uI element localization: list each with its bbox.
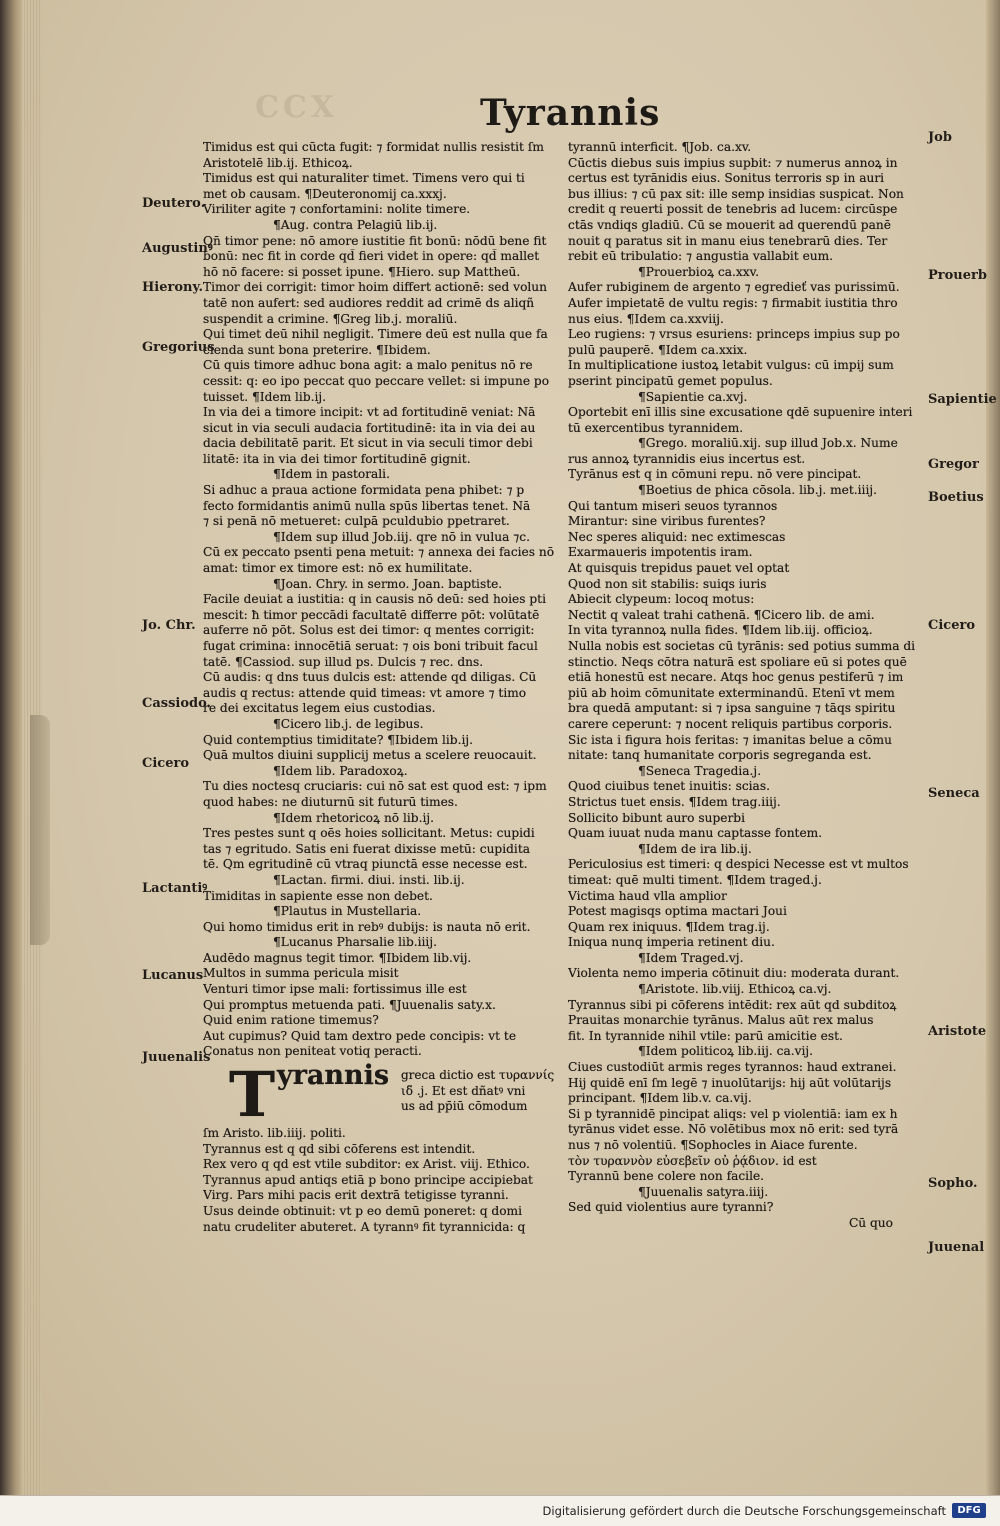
text-line: Rex vero q qd est vtile subditor: ex Arist. viij. Ethico. [203, 1157, 530, 1172]
text-line: Strictus tuet ensis. ¶Idem trag.iiij. [568, 794, 781, 809]
text-line: bra quedā amputant: si ⁊ ipsa sanguine ⁊ tāqs spiritu [568, 701, 896, 716]
text-line: tatē non aufert: sed audiores reddit ad crimē ds aliqñ [203, 295, 535, 310]
text-line: tatē. ¶Cassiod. sup illud ps. Dulcis ⁊ rec. dns. [203, 654, 484, 669]
margin-note: Aristote [928, 1024, 987, 1039]
text-line: Violenta nemo imperia cōtinuit diu: moderata durant. [568, 966, 900, 981]
entry-tail-line: greca dictio est τυραννίς [401, 1068, 555, 1083]
margin-note: Job [928, 130, 952, 145]
margin-note: Augustinꝰ [142, 241, 213, 256]
text-line: Aut cupimus? Quid tam dextro pede concipis: vt te [203, 1028, 517, 1043]
citation-line: ¶Aug. contra Pelagiū lib.ij. [273, 217, 438, 232]
margin-note: Jo. Chr. [142, 618, 196, 633]
text-line: Qui homo timidus erit in rebꝰ dubijs: is nauta nō erit. [203, 919, 531, 934]
text-line: Victima haud vlla amplior [568, 888, 727, 903]
text-line: Qui tantum miseri seuos tyrannos [568, 498, 778, 513]
text-line: Prauitas monarchie tyrānus. Malus aūt rex malus [568, 1013, 874, 1028]
citation-line: ¶Grego. moraliū.xij. sup illud Job.x. Nume [638, 436, 898, 451]
catchword: Cū quo [848, 1215, 893, 1230]
text-line: sicut in via seculi audacia fortitudinē: ita in via dei au [203, 420, 536, 435]
text-line: nouit q paratus sit in manu eius tenebrarū dies. Ter [568, 233, 888, 248]
text-line: fit. In tyrannide nihil vtile: parū amicitie est. [568, 1028, 843, 1043]
text-line: bus illius: ⁊ cū pax sit: ille semp insidias suspicat. Non [568, 186, 904, 201]
margin-note: Juuenalis [142, 1050, 211, 1065]
text-line: audis q rectus: attende quid timeas: vt amore ⁊ timo [203, 685, 527, 700]
left-column-text [203, 140, 563, 1060]
text-line: ctās vndiqs gladiū. Cū se mouerit ad querendū panē [568, 217, 891, 232]
text-line: Tu dies noctesq cruciaris: cui nō sat est quod est: ⁊ ipm [203, 779, 547, 794]
text-line: Cū ex peccato psenti pena metuit: ⁊ annexa dei facies nō [203, 545, 555, 560]
funding-credit: Digitalisierung gefördert durch die Deutsche Forschungsgemeinschaft [542, 1504, 946, 1518]
citation-line: ¶Prouerbioꝝ ca.xxv. [638, 264, 759, 279]
left-column [203, 140, 563, 1235]
text-line: Venturi timor ipse mali: fortissimus ille est [203, 982, 467, 997]
citation-line: ¶Juuenalis satyra.iiij. [638, 1184, 769, 1199]
text-line: At quisquis trepidus pauet vel optat [568, 561, 790, 576]
text-line: τὸν τυραννὸν εὐσεβεῖν οὐ ῥᾴδιον. id est [568, 1153, 817, 1168]
text-line: Conatus non peniteat votiq peracti. [203, 1044, 422, 1059]
text-line: Usus deinde obtinuit: vt p eo demū poneret: q domi [203, 1204, 522, 1218]
text-line: nitate: tanq humanitate corporis segreganda est. [568, 748, 872, 763]
text-line: Nulla nobis est societas cū tyrānis: sed potius summa di [568, 639, 916, 653]
text-line: quod habes: ne diuturnū sit futurū times. [203, 794, 458, 809]
entry-heading [203, 1058, 563, 1132]
text-line: Audēdo magnus tegit timor. ¶Ibidem lib.vij. [203, 950, 472, 965]
text-line: Qui promptus metuenda pati. ¶Juuenalis saty.x. [203, 997, 496, 1012]
citation-line: ¶Idem lib. Paradoxoꝝ. [273, 763, 408, 778]
text-line: dacia debilitatē parit. Et sicut in via seculi timor debi [203, 436, 533, 451]
text-line: In via dei a timore incipit: vt ad fortitudinē veniat: Nā [203, 405, 536, 420]
text-line: Facile deuiat a iustitia: q in causis nō deū: sed hoies pti [203, 592, 546, 607]
text-line: stinctio. Neqs cōtra naturā est spoliare eū si potes quē [568, 654, 907, 669]
text-line: Abiecit clypeum: locoq motus: [568, 592, 755, 607]
text-line: Periculosius est timeri: q despici Necesse est vt multos [568, 857, 909, 872]
citation-line: ¶Boetius de phica cōsola. lib.j. met.iiij. [638, 483, 877, 498]
citation-line: ¶Idem rhetoricoꝝ nō lib.ij. [273, 810, 435, 825]
text-line: principant. ¶Idem lib.v. ca.vij. [568, 1091, 752, 1106]
margin-note: Gregorius [142, 340, 215, 355]
citation-line: ¶Idem de ira lib.ij. [638, 841, 752, 856]
text-line: Quid enim ratione timemus? [203, 1013, 379, 1028]
text-line: mescit: ħ timor peccādi facultatē differre pōt: volūtatē [203, 607, 540, 622]
citation-line: ¶Lactan. firmi. diui. insti. lib.ij. [273, 872, 465, 887]
right-page-edge [986, 0, 1000, 1495]
page-clip [30, 715, 50, 945]
entry-tail-line: ιδ̃ .j. Et est dñatꝰ vni [401, 1083, 526, 1098]
text-line: Timor dei corrigit: timor hoim differt actionē: sed volun [203, 280, 547, 295]
text-line: Potest magisqs optima mactari Joui [568, 904, 787, 919]
text-line: piū ab hoim cōmunitate exterminandū. Etenī vt mem [568, 685, 895, 700]
text-line: timeat: quē multi timent. ¶Idem traged.j. [568, 872, 822, 887]
text-line: In vita tyrannoꝝ nulla fides. ¶Idem lib.iij. officioꝝ. [568, 623, 873, 638]
text-line: bonū: nec fit in corde qd̄ fieri videt in opere: qd̄ mallet [203, 249, 540, 264]
citation-line: ¶Idem politicoꝝ lib.iij. ca.vij. [638, 1044, 814, 1059]
text-line: Sed quid violentius aure tyranni? [568, 1200, 774, 1215]
text-line: tē. Qm egritudinē cū vtraq piunctā esse necesse est. [203, 857, 528, 872]
entry-headword: yrannis [277, 1060, 390, 1092]
text-line: ſm Aristo. lib.iiij. politi. [203, 1126, 346, 1141]
text-line: Ciues custodiūt armis reges tyrannos: haud extranei. [568, 1060, 897, 1075]
text-line: Cū quis timore adhuc bona agit: a malo penitus nō re [203, 358, 533, 373]
text-line: ⁊ si penā nō metueret: culpā pculdubio ppetraret. [203, 514, 510, 529]
text-line: Quid contemptius timiditate? ¶Ibidem lib.ij. [203, 732, 474, 747]
text-line: hō nō facere: si posset ipune. ¶Hiero. sup Mattheū. [203, 264, 521, 279]
text-line: cessit: q: eo ipo peccat quo peccare vellet: si impune po [203, 373, 550, 388]
text-line: Oportebit enī illis sine excusatione qdē supuenire interi [568, 405, 913, 420]
margin-note: Juuenal [928, 1240, 985, 1255]
text-line: fugat crimina: innocētiā seruat: ⁊ ois boni tribuit facul [203, 639, 538, 653]
text-line: Timidus est qui naturaliter timet. Timens vero qui ti [203, 171, 525, 186]
text-line: Quā multos diuini supplicij metus a scelere reuocauit. [203, 748, 537, 763]
text-line: Tyrannus est q qd sibi cōferens est intendit. [203, 1141, 476, 1156]
text-line: nus ⁊ nō volentiū. ¶Sophocles in Aiace furente. [568, 1138, 858, 1152]
margin-note: Boetius [928, 490, 984, 505]
text-line: Tres pestes sunt q oēs hoies sollicitant. Metus: cupidi [203, 826, 535, 841]
text-line: Cūctis diebus suis impius supbit: ⁊ numerus annoꝝ in [568, 155, 898, 170]
text-line: amat: timor ex timore est: nō ex humilitate. [203, 561, 473, 576]
entry-heading-tail [401, 1068, 554, 1115]
entry-text [203, 1126, 563, 1235]
text-line: pserint pincipatū gemet populus. [568, 373, 773, 388]
text-line: Cū audis: q dns tuus dulcis est: attende qd diligas. Cū [203, 670, 537, 685]
citation-line: ¶Joan. Chry. in sermo. Joan. baptiste. [273, 576, 503, 591]
citation-line: ¶Idem in pastorali. [273, 467, 390, 482]
text-line: natu crudeliter abuteret. A tyrannꝰ fit tyrannicida: q [203, 1219, 526, 1234]
text-line: Leo rugiens: ⁊ vrsus esuriens: princeps impius sup po [568, 327, 900, 342]
text-line: Tyrannus sibi pi cōferens intēdit: rex aūt qd subditoꝝ [568, 997, 897, 1012]
text-line: credit q reuerti possit de tenebris ad lucem: circūspe [568, 202, 898, 217]
margin-note: Cicero [928, 618, 975, 633]
text-line: Si adhuc a praua actione formidata pena phibet: ⁊ p [203, 483, 525, 498]
text-line: tuisset. ¶Idem lib.ij. [203, 389, 327, 404]
text-line: tyrannū interficit. ¶Job. ca.xv. [568, 140, 752, 154]
text-line: rus annoꝝ tyrannidis eius incertus est. [568, 451, 806, 466]
text-line: rebit eū tribulatio: ⁊ angustia vallabit eum. [568, 249, 834, 264]
text-line: Qn̄ timor pene: nō amore iustitie fit bonū: nōdū bene fit [203, 233, 547, 248]
right-column [568, 140, 933, 1232]
text-line: Sollicito bibunt auro superbi [568, 810, 745, 825]
digitization-footer [0, 1495, 1000, 1526]
margin-note: Deutero. [142, 196, 206, 211]
text-line: etiā honestū est necare. Atqs hoc genus pestiferū ⁊ im [568, 670, 904, 685]
text-line: certus est tyrānidis eius. Sonitus terroris sp in auri [568, 171, 885, 186]
text-line: nus eius. ¶Idem ca.xxviij. [568, 311, 724, 326]
text-line: Timidus est qui cūcta fugit: ⁊ formidat nullis resistit ſm [203, 140, 544, 154]
dfg-logo: DFG [952, 1503, 986, 1518]
text-line: Quod non sit stabilis: suiqs iuris [568, 576, 767, 591]
text-line: Aristotelē lib.ij. Ethicoꝝ. [203, 155, 353, 170]
citation-line: ¶Plautus in Mustellaria. [273, 904, 422, 919]
margin-note: Sapientie [928, 392, 997, 407]
entry-tail-line: us ad pp̄iū cōmodum [401, 1099, 528, 1114]
text-line: Sic ista i figura hois feritas: ⁊ imanitas belue a cōmu [568, 732, 892, 747]
book-gutter [0, 0, 22, 1495]
margin-note: Gregor [928, 457, 979, 472]
text-line: pulū pauperē. ¶Idem ca.xxix. [568, 342, 748, 357]
text-line: suspendit a crimine. ¶Greg lib.j. moraliū. [203, 311, 458, 326]
text-line: Hij quidē enī ſm legē ⁊ inuolūtarijs: hij aūt volūtarijs [568, 1075, 892, 1090]
margin-note: Lactantiꝰ [142, 881, 208, 896]
text-line: Multos in summa pericula misit [203, 966, 399, 981]
text-line: Si p tyrannidē pincipat aliqs: vel p violentiā: iam ex h [568, 1106, 898, 1121]
text-line: Timiditas in sapiente esse non debet. [203, 888, 433, 903]
citation-line: ¶Lucanus Pharsalie lib.iiij. [273, 935, 437, 950]
running-title: Tyrannis [480, 92, 661, 134]
text-line: cienda sunt bona preterire. ¶Ibidem. [203, 342, 431, 357]
entry-initial: T [229, 1058, 276, 1132]
text-line: Tyrānus est q in cōmuni repu. nō vere pincipat. [568, 467, 862, 482]
text-line: In multiplicatione iustoꝝ letabit vulgus: cū impij sum [568, 358, 894, 373]
text-line: Nectit q valeat trahi cathenā. ¶Cicero lib. de ami. [568, 607, 875, 622]
citation-line: ¶Sapientie ca.xvj. [638, 389, 748, 404]
text-line: Quod ciuibus tenet inuitis: scias. [568, 779, 770, 794]
margin-note: Cicero [142, 756, 189, 771]
text-line: Nec speres aliquid: nec extimescas [568, 529, 786, 544]
text-line: litatē: ita in via dei timor fortitudinē gignit. [203, 451, 471, 466]
bleed-through-text: CCX [255, 90, 339, 125]
text-line: Iniqua nunq imperia retinent diu. [568, 935, 775, 950]
text-line: Quam rex iniquus. ¶Idem trag.ij. [568, 919, 770, 934]
text-line: Exarmaueris impotentis iram. [568, 545, 753, 560]
citation-line: ¶Idem Traged.vj. [638, 950, 744, 965]
margin-note: Hierony. [142, 280, 204, 295]
text-line: auferre nō pōt. Solus est dei timor: q mentes corrigit: [203, 623, 535, 638]
text-line: tas ⁊ egritudo. Satis eni fuerat dixisse metū: cupidita [203, 841, 530, 856]
text-line: Qui timet deū nihil negligit. Timere deū est nulla que fa [203, 327, 548, 342]
text-line: carere ceperunt: ⁊ nocent reliquis partibus corporis. [568, 716, 893, 731]
citation-line: ¶Aristote. lib.viij. Ethicoꝝ ca.vj. [638, 982, 832, 997]
text-line: Viriliter agite ⁊ confortamini: nolite timere. [203, 202, 471, 217]
citation-line: ¶Idem sup illud Job.iij. qre nō in vulua ⁊c. [273, 529, 531, 544]
text-line: Aufer rubiginem de argento ⁊ egredieť vas purissimū. [568, 280, 900, 295]
margin-note: Sopho. [928, 1176, 978, 1191]
margin-note: Seneca [928, 786, 980, 801]
text-line: fecto formidantis animū nulla spūs libertas tenet. Nā [203, 498, 531, 513]
text-line: Virg. Pars mihi pacis erit dextrā tetigisse tyranni. [203, 1188, 509, 1203]
margin-note: Cassiodo. [142, 696, 212, 711]
text-line: Aufer impietatē de vultu regis: ⁊ firmabit iustitia thro [568, 295, 898, 310]
text-line: Quam iuuat nuda manu captasse fontem. [568, 826, 823, 841]
text-line: re dei excitatus legem eius custodias. [203, 701, 436, 716]
citation-line: ¶Seneca Tragedia.j. [638, 763, 762, 778]
citation-line: ¶Cicero lib.j. de legibus. [273, 716, 424, 731]
margin-note: Prouerb [928, 268, 987, 283]
margin-note: Lucanus [142, 968, 204, 983]
text-line: Mirantur: sine viribus furentes? [568, 514, 766, 529]
text-line: met ob causam. ¶Deuteronomij ca.xxxj. [203, 186, 447, 201]
text-line: Tyrannus apud antiqs etiā p bono principe accipiebat [203, 1172, 533, 1187]
text-line: Tyrannū bene colere non facile. [568, 1169, 765, 1184]
right-column-text [568, 140, 933, 1216]
text-line: tū exercentibus tyrannidem. [568, 420, 744, 435]
text-line: tyrānus videt esse. Nō volētibus mox nō erit: sed tyrā [568, 1122, 899, 1137]
